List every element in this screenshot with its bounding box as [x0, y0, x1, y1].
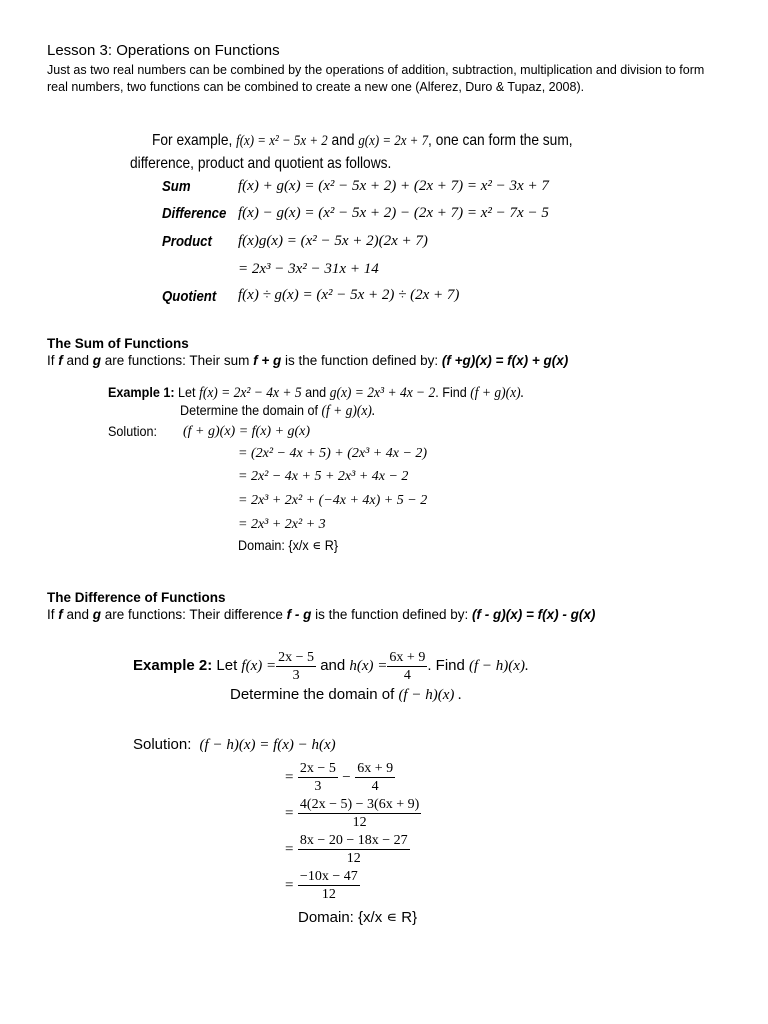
step1-den-2: 4	[371, 779, 379, 794]
example2-h-lhs: h(x) =	[349, 658, 388, 674]
example2-domain-prompt: Determine the domain of	[230, 686, 395, 703]
example1-and: and	[305, 384, 327, 400]
example1-step-3: = 2x² − 4x + 5 + 2x³ + 4x − 2	[238, 469, 409, 484]
step1-num-2: 6x + 9	[357, 761, 394, 776]
example2-step-4	[285, 868, 360, 903]
step1-num-1: 2x − 5	[299, 761, 336, 776]
example1-step-5: = 2x³ + 2x² + 3	[238, 517, 326, 532]
diff-def-op: f - g	[286, 607, 312, 622]
example-g-def: g(x) = 2x + 7	[358, 133, 429, 149]
example2-and: and	[320, 657, 346, 674]
example2-f-denominator: 3	[292, 667, 300, 683]
diff-formula: (f - g)(x) = f(x) - g(x)	[472, 607, 596, 622]
example2-find-expr: (f − h)(x).	[469, 658, 529, 674]
example2-label: Example 2:	[133, 657, 213, 674]
example-and: and	[331, 132, 355, 149]
example2-line-2	[230, 686, 462, 704]
example2-f-lhs: f(x) =	[241, 658, 277, 674]
example2-step-2	[285, 796, 421, 831]
sum-heading: The Sum of Functions	[47, 336, 189, 351]
example2-solution-line	[133, 736, 336, 754]
example1-solution-label: Solution:	[108, 423, 158, 439]
step1-fraction-1	[298, 760, 338, 795]
example-prefix: For example,	[152, 132, 233, 149]
row-expr-difference: f(x) − g(x) = (x² − 5x + 2) − (2x + 7) = x² − 7x − 5	[238, 205, 549, 221]
row-label-product: Product	[162, 233, 212, 250]
sum-def-mid: are functions: Their sum	[101, 353, 254, 368]
example1-find-expr: (f + g)(x).	[470, 385, 525, 401]
example-line-1	[152, 132, 573, 150]
example-f-def: f(x) = x² − 5x + 2	[236, 133, 328, 149]
diff-def-suffix: is the function defined by:	[311, 607, 473, 622]
example2-h-numerator: 6x + 9	[389, 649, 426, 665]
step2-den: 12	[352, 815, 367, 830]
sum-formula: (f +g)(x) = f(x) + g(x)	[441, 353, 569, 368]
row-label-quotient: Quotient	[162, 288, 217, 305]
example1-g-def: g(x) = 2x³ + 4x − 2	[329, 385, 436, 401]
intro-paragraph: Just as two real numbers can be combined by the operations of addition, subtraction, multiplication and division to form real numbers, two functions can be combined to create a new one (Alferez, Duro & Tupaz, 2008).	[47, 63, 705, 94]
step3-num: 8x − 20 − 18x − 27	[299, 833, 408, 848]
row-label-sum: Sum	[162, 178, 191, 195]
example2-domain-expr: (f − h)(x) .	[398, 687, 462, 703]
sum-definition	[47, 353, 568, 368]
example1-line-2	[180, 402, 375, 420]
example-line-2: difference, product and quotient as follows.	[130, 155, 392, 172]
example2-h-fraction	[387, 649, 427, 684]
step2-num: 4(2x − 5) − 3(6x + 9)	[299, 797, 420, 812]
example1-label: Example 1:	[108, 384, 175, 400]
example1-find: . Find	[435, 384, 467, 400]
step2-equals: =	[285, 805, 294, 822]
lesson-title: Lesson 3: Operations on Functions	[47, 42, 280, 59]
example2-line-1	[133, 648, 529, 684]
example1-domain-prompt: Determine the domain of	[180, 402, 318, 418]
step4-fraction	[298, 868, 360, 903]
example1-f-def: f(x) = 2x² − 4x + 5	[199, 385, 302, 401]
step1-den-1: 3	[314, 779, 322, 794]
diff-def-g: g	[92, 607, 102, 622]
step4-num: −10x − 47	[299, 869, 358, 884]
step1-fraction-2	[355, 760, 395, 795]
step1-op: −	[342, 769, 351, 786]
step1-equals: =	[285, 769, 294, 786]
step3-fraction	[298, 832, 410, 867]
sum-def-f: f	[58, 353, 63, 368]
difference-heading: The Difference of Functions	[47, 590, 226, 605]
row-expr-product: f(x)g(x) = (x² − 5x + 2)(2x + 7)	[238, 233, 428, 249]
example1-domain: Domain: {x/x ∊ R}	[238, 537, 339, 553]
example2-solution-first: (f − h)(x) = f(x) − h(x)	[199, 737, 336, 753]
sum-def-suffix: is the function defined by:	[281, 353, 442, 368]
example-suffix: , one can form the sum,	[428, 132, 573, 149]
diff-def-prefix: If	[47, 607, 59, 622]
example1-let: Let	[178, 384, 196, 400]
example1-domain-expr: (f + g)(x).	[321, 403, 376, 419]
row-label-difference: Difference	[162, 205, 227, 222]
example2-let: Let	[216, 657, 238, 674]
example1-step-4: = 2x³ + 2x² + (−4x + 4x) + 5 − 2	[238, 493, 428, 508]
diff-def-and: and	[62, 607, 93, 622]
example2-f-fraction	[276, 649, 316, 684]
example1-line-1	[108, 384, 524, 402]
example2-step-1	[285, 760, 395, 795]
example1-step-1: (f + g)(x) = f(x) + g(x)	[183, 424, 311, 439]
sum-def-g: g	[92, 353, 102, 368]
example2-solution-label: Solution:	[133, 736, 192, 753]
diff-def-mid: are functions: Their difference	[101, 607, 287, 622]
step3-equals: =	[285, 841, 294, 858]
diff-def-f: f	[58, 607, 63, 622]
row-expr-quotient: f(x) ÷ g(x) = (x² − 5x + 2) ÷ (2x + 7)	[238, 287, 460, 303]
difference-definition	[47, 607, 595, 622]
step3-den: 12	[346, 851, 361, 866]
example2-step-3	[285, 832, 410, 867]
row-expr-sum: f(x) + g(x) = (x² − 5x + 2) + (2x + 7) = x² − 3x + 7	[238, 178, 549, 194]
example2-find: . Find	[427, 657, 465, 674]
example2-domain: Domain: {x/x ∊ R}	[298, 909, 418, 926]
example2-h-denominator: 4	[403, 667, 411, 683]
example2-f-numerator: 2x − 5	[278, 649, 315, 665]
step4-den: 12	[321, 887, 336, 902]
sum-def-prefix: If	[47, 353, 59, 368]
row-expr-product-expanded: = 2x³ − 3x² − 31x + 14	[238, 261, 379, 277]
sum-def-op: f + g	[253, 353, 282, 368]
sum-def-and: and	[62, 353, 93, 368]
step4-equals: =	[285, 877, 294, 894]
step2-fraction	[298, 796, 421, 831]
example1-step-2: = (2x² − 4x + 5) + (2x³ + 4x − 2)	[238, 446, 428, 461]
